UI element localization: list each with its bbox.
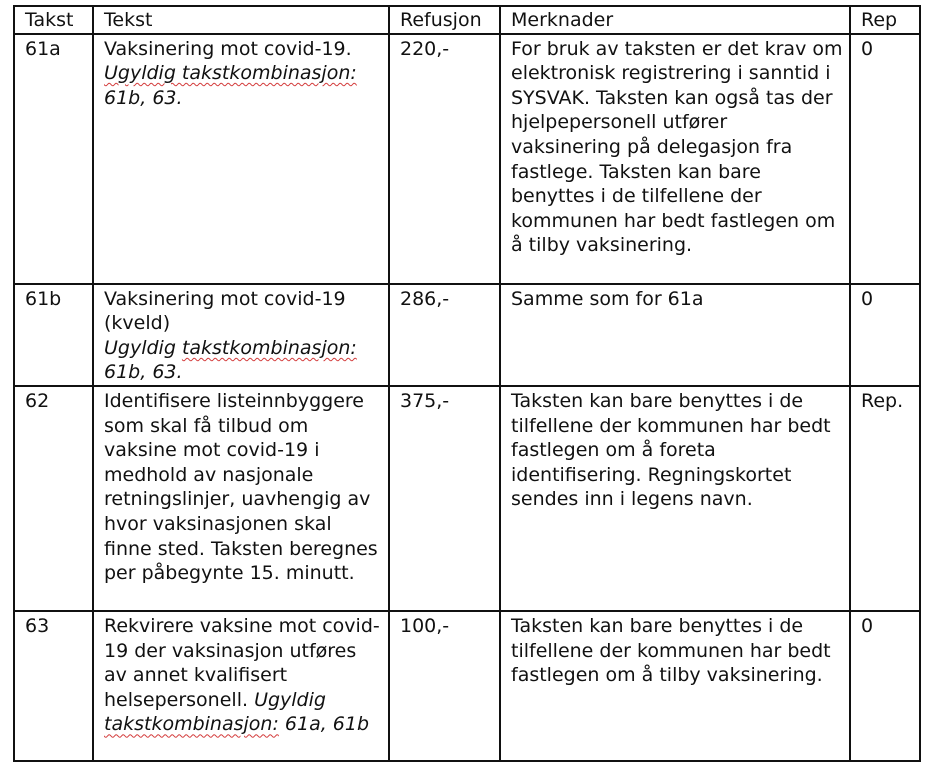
table-header-row <box>14 6 920 34</box>
cell-refusjon: 286,- <box>389 284 500 386</box>
tekst-invalid-label-part2: takstkombinasjon: <box>181 336 357 359</box>
tekst-main: Vaksinering mot covid-19 (kveld) <box>104 287 346 335</box>
header-takst: Takst <box>14 6 93 34</box>
cell-takst: 61b <box>14 284 93 386</box>
cell-rep: 0 <box>850 34 920 284</box>
cell-takst: 63 <box>14 611 93 761</box>
cell-rep: 0 <box>850 611 920 761</box>
tekst-invalid-label-part1: Ugyldig <box>254 688 326 711</box>
table-row <box>14 611 920 761</box>
cell-merknader: Samme som for 61a <box>500 284 850 386</box>
cell-refusjon: 100,- <box>389 611 500 761</box>
header-refusjon: Refusjon <box>389 6 500 34</box>
cell-takst: 62 <box>14 386 93 611</box>
header-merknader: Merknader <box>500 6 850 34</box>
cell-merknader: For bruk av taksten er det krav om elektronisk registrering i sanntid i SYSVAK. Taksten kan også tas der hjelpepersonell utfører vaksinering på delegasjon fra fastlege. Taksten kan bare benyttes i de tilfellene der kommunen har bedt fastlegen om å tilby vaksinering. <box>500 34 850 284</box>
cell-tekst <box>93 284 389 386</box>
tekst-invalid-label: Ugyldig takstkombinasjon: <box>104 62 357 85</box>
tekst-invalid-label-part2: takstkombinasjon: <box>104 713 279 736</box>
header-tekst: Tekst <box>93 6 389 34</box>
cell-refusjon: 375,- <box>389 386 500 611</box>
cell-merknader: Taksten kan bare benyttes i de tilfellene der kommunen har bedt fastlegen om å foreta identifisering. Regningskortet sendes inn i legens navn. <box>500 386 850 611</box>
tekst-invalid-label-part1: Ugyldig <box>104 336 176 359</box>
cell-refusjon: 220,- <box>389 34 500 284</box>
takst-table <box>13 5 921 762</box>
cell-takst: 61a <box>14 34 93 284</box>
tekst-main: Rekvirere vaksine mot covid-19 der vaksinasjon utføres av annet kvalifisert helsepersonell. <box>104 614 380 711</box>
table-row <box>14 34 920 284</box>
cell-rep: 0 <box>850 284 920 386</box>
tekst-invalid-codes: 61a, 61b <box>284 713 370 736</box>
cell-rep: Rep. <box>850 386 920 611</box>
header-rep: Rep <box>850 6 920 34</box>
table-row <box>14 284 920 386</box>
tekst-invalid-codes: 61b, 63. <box>104 361 183 384</box>
document-page <box>13 5 921 762</box>
tekst-main: Vaksinering mot covid-19. <box>104 37 352 60</box>
tekst-invalid-codes: 61b, 63. <box>104 86 183 109</box>
cell-tekst <box>93 611 389 761</box>
table-row <box>14 386 920 611</box>
cell-merknader: Taksten kan bare benyttes i de tilfellene der kommunen har bedt fastlegen om å tilby vaksinering. <box>500 611 850 761</box>
cell-tekst <box>93 34 389 284</box>
cell-tekst: Identifisere listeinnbyggere som skal få tilbud om vaksine mot covid-19 i medhold av nasjonale retningslinjer, uavhengig av hvor vaksinasjonen skal finne sted. Taksten beregnes per påbegynte 15. minutt. <box>93 386 389 611</box>
